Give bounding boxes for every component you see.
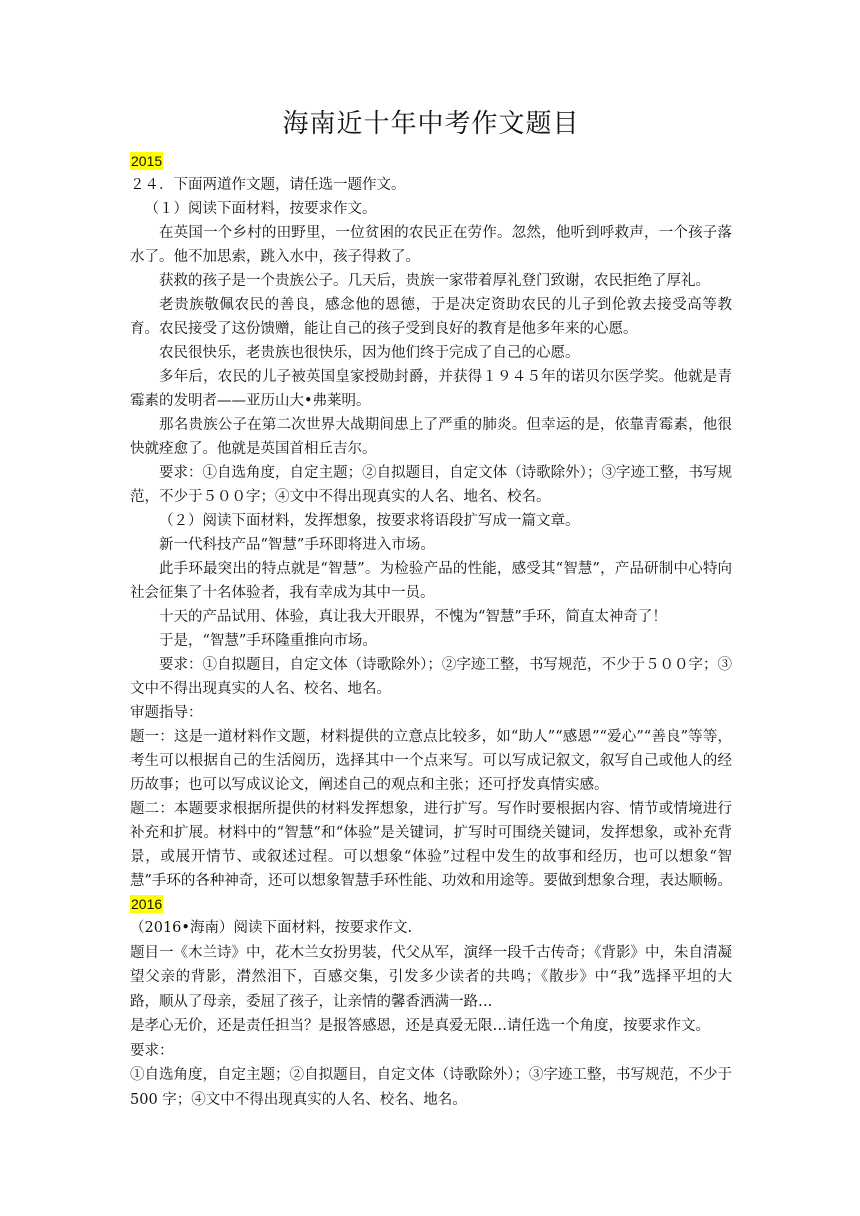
paragraph-2016: 要求： xyxy=(130,1042,174,1059)
paragraph-2016: 题目一《木兰诗》中，花木兰女扮男装，代父从军，演绎一段千古传奇；《背影》中，朱自清凝望父亲的背影，潸然泪下，百感交集，引发多少读者的共鸣；《散步》中“我”选择平坦的大路，顺从了母亲，委屈了孩子，让亲情的馨香洒满一路… xyxy=(130,944,732,1010)
part1-paragraph: 农民很快乐，老贵族也很快乐，因为他们终于完成了自己的心愿。 xyxy=(159,345,580,361)
section-2016 xyxy=(130,893,732,1112)
document-title: 海南近十年中考作文题目 xyxy=(282,109,580,139)
part2-paragraph: 十天的产品试用、体验，真让我大开眼界，不愧为“智慧”手环，简直太神奇了！ xyxy=(159,609,667,625)
part2-paragraph: 于是，“智慧”手环隆重推向市场。 xyxy=(159,633,377,649)
part1-paragraph: 那名贵族公子在第二次世界大战期间患上了严重的肺炎。但幸运的是，依靠青霉素，他很快就痊愈了。他就是英国首相丘吉尔。 xyxy=(130,417,732,457)
part1-paragraph: 多年后，农民的儿子被英国皇家授勋封爵，并获得１９４５年的诺贝尔医学奖。他就是青霉素的发明者——亚历山大•弗莱明。 xyxy=(130,369,732,409)
part2-paragraph: 新一代科技产品“智慧”手环即将进入市场。 xyxy=(159,537,435,553)
guidance-heading: 审题指导： xyxy=(130,705,203,721)
part1-paragraph: 老贵族敬佩农民的善良，感念他的恩德，于是决定资助农民的儿子到伦敦去接受高等教育。农民接受了这份馈赠，能让自己的孩子受到良好的教育是他多年来的心愿。 xyxy=(130,297,732,337)
part1-paragraph: 获救的孩子是一个贵族公子。几天后，贵族一家带着厚礼登门致谢，农民拒绝了厚礼。 xyxy=(159,273,710,289)
paragraph-2016: （2016•海南）阅读下面材料，按要求作文. xyxy=(130,920,413,936)
paragraph-2016: 是孝心无价，还是责任担当？是报答感恩，还是真爱无限…请任选一个角度，按要求作文。 xyxy=(130,1018,710,1034)
requirements-2016: ①自选角度，自定主题；②自拟题目，自定文体（诗歌除外）；③字迹工整，书写规范，不少于 500 字；④文中不得出现真实的人名、校名、地名。 xyxy=(130,1067,732,1108)
year-label-2015: 2015 xyxy=(131,153,163,169)
section-2015 xyxy=(130,150,732,893)
question-intro: ２４．下面两道作文题，请任选一题作文。 xyxy=(130,177,406,193)
part2-paragraph: 此手环最突出的特点就是“智慧”。为检验产品的性能，感受其“智慧”，产品研制中心特向社会征集了十名体验者，我有幸成为其中一员。 xyxy=(130,561,732,601)
guidance-paragraph: 题一：这是一道材料作文题，材料提供的立意点比较多，如“助人”“感恩”“爱心”“善良”等等，考生可以根据自己的生活阅历，选择其中一个点来写。可以写成记叙文，叙写自己或他人的经历故事；也可以写成议论文，阐述自己的观点和主张；还可抒发真情实感。 xyxy=(130,729,732,793)
part2-heading: （２）阅读下面材料，发挥想象，按要求将语段扩写成一篇文章。 xyxy=(159,513,580,529)
part1-paragraph: 在英国一个乡村的田野里，一位贫困的农民正在劳作。忽然，他听到呼救声，一个孩子落水了。他不加思索，跳入水中，孩子得救了。 xyxy=(130,225,732,265)
part1-requirements: 要求：①自选角度，自定主题；②自拟题目，自定文体（诗歌除外）；③字迹工整，书写规范，不少于５００字；④文中不得出现真实的人名、地名、校名。 xyxy=(130,465,732,505)
guidance-paragraph: 题二：本题要求根据所提供的材料发挥想象，进行扩写。写作时要根据内容、情节或情境进行补充和扩展。材料中的“智慧”和“体验”是关键词，扩写时可围绕关键词，发挥想象，或补充背景，或展开情节、或叙述过程。可以想象“体验”过程中发生的故事和经历，也可以想象“智慧”手环的各种神奇，还可以想象智慧手环性能、功效和用途等。要做到想象合理，表达顺畅。 xyxy=(130,801,732,889)
part1-heading: （１）阅读下面材料，按要求作文。 xyxy=(144,201,377,217)
year-label-2016: 2016 xyxy=(131,896,163,912)
part2-requirements: 要求：①自拟题目，自定文体（诗歌除外）；②字迹工整，书写规范，不少于５００字；③文中不得出现真实的人名、校名、地名。 xyxy=(130,657,732,697)
